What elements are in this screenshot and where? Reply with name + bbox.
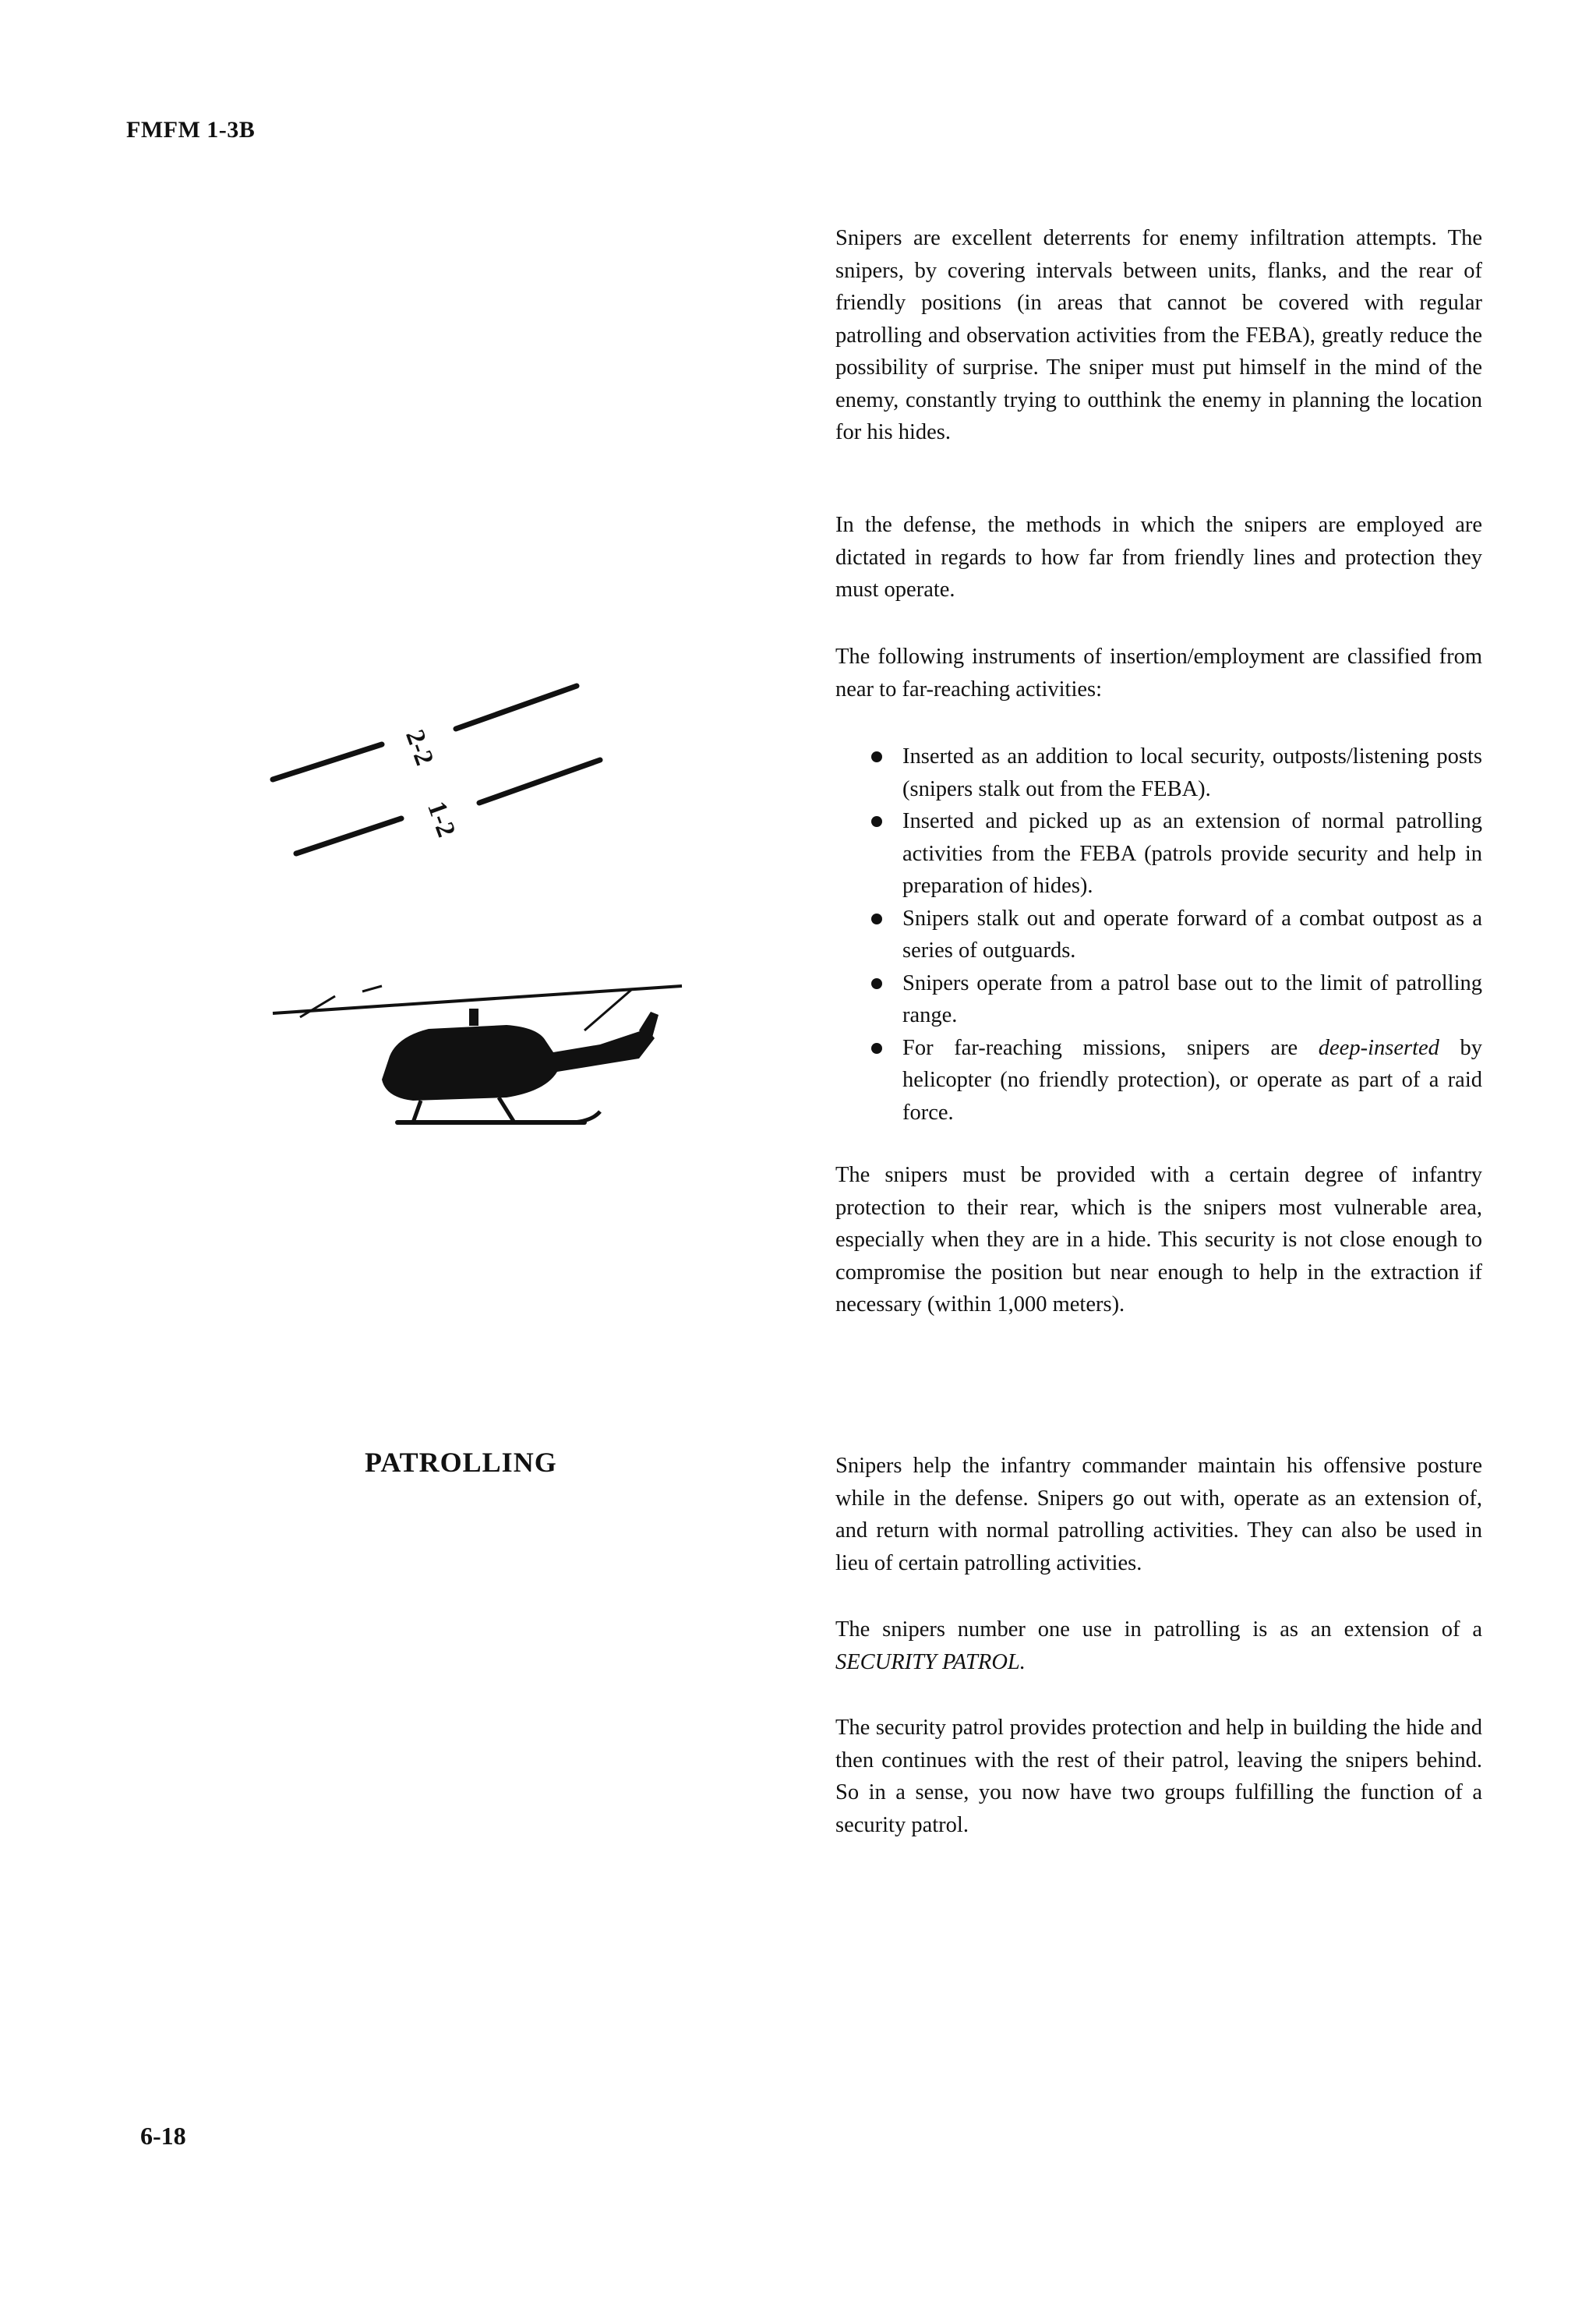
list-item-text: Snipers stalk out and operate forward of a combat outpost as a series of outguards. — [902, 906, 1482, 963]
bullet-icon — [871, 914, 882, 924]
patrolling-paragraph-security — [835, 1613, 1482, 1678]
phase-line-label-1-2: 1-2 — [422, 797, 461, 841]
paragraph-text: Snipers help the infantry commander maintain his offensive posture while in the defense. Snipers go out with, operate as an extension of, and return with normal patrolling activities. They can also be used in lieu of certain patrolling activities. — [835, 1454, 1482, 1575]
bullet-icon — [871, 1043, 882, 1054]
insertion-methods-list — [871, 740, 1482, 1129]
document-id: FMFM 1-3B — [126, 117, 256, 143]
helicopter-illustration — [257, 670, 694, 1185]
list-item — [871, 740, 1482, 805]
defense-paragraph-deterrents — [835, 222, 1482, 449]
paragraph-text: The following instruments of insertion/employment are classified from near to far-reaching activities: — [835, 645, 1482, 702]
paragraph-lead: The snipers number one use in patrolling is as an extension of a — [835, 1617, 1482, 1642]
paragraph-text: In the defense, the methods in which the snipers are employed are dictated in regards to how far from friendly lines and protection they must operate. — [835, 513, 1482, 602]
phase-line-2-2-left — [273, 744, 382, 779]
list-item-emphasis: deep-inserted — [1318, 1035, 1439, 1060]
list-item — [871, 1032, 1482, 1129]
paragraph-text: The snipers must be provided with a certain degree of infantry protection to their rear, which is the snipers most vulnerable area, especially when they are in a hide. This security is not close enough to compromise the position but near enough to help in the extraction if necessary (within 1,000 meters). — [835, 1163, 1482, 1317]
page-number: 6-18 — [140, 2122, 186, 2150]
paragraph-emphasis: SECURITY PATROL. — [835, 1649, 1026, 1674]
list-item — [871, 903, 1482, 967]
helicopter-silhouette — [273, 986, 682, 1122]
list-item-text: Inserted and picked up as an extension of normal patrolling activities from the FEBA (patrols provide security and help in preparation of hides). — [902, 809, 1482, 898]
list-item — [871, 967, 1482, 1032]
paragraph-text: Snipers are excellent deterrents for enemy infiltration attempts. The snipers, by covering intervals between units, flanks, and the rear of friendly positions (in areas that cannot be covered with regular patrolling and observation activities from the FEBA), greatly reduce the possibility of surprise. The sniper must put himself in the mind of the enemy, constantly trying to outthink the enemy in planning the location for his hides. — [835, 226, 1482, 444]
phase-line-1-2-right — [479, 760, 600, 803]
patrolling-paragraph-offensive — [835, 1450, 1482, 1579]
bullet-icon — [871, 751, 882, 762]
bullet-icon — [871, 816, 882, 827]
list-item-text — [902, 1036, 1482, 1125]
bullet-icon — [871, 978, 882, 989]
list-item-text: Snipers operate from a patrol base out to the limit of patrolling range. — [902, 970, 1482, 1027]
section-heading-patrolling: PATROLLING — [365, 1447, 557, 1478]
paragraph-text: The security patrol provides protection and help in building the hide and then continues with the rest of their patrol, leaving the snipers behind. So in a sense, you now have two groups fulfilling the function of a security patrol. — [835, 1716, 1482, 1837]
paragraph-text — [835, 1613, 1482, 1678]
phase-line-label-2-2: 2-2 — [400, 726, 440, 769]
list-item-tail: by helicopter (no friendly protection), or operate as part of a raid force. — [902, 1035, 1483, 1125]
phase-line-1-2-left — [296, 818, 401, 854]
list-item-lead: For far-reaching missions, snipers are — [902, 1035, 1298, 1060]
defense-paragraph-methods — [835, 509, 1482, 606]
list-item — [871, 805, 1482, 903]
defense-paragraph-instruments — [835, 641, 1482, 705]
phase-line-2-2-right — [456, 686, 577, 729]
defense-paragraph-protection — [835, 1159, 1482, 1321]
patrolling-paragraph-protection — [835, 1712, 1482, 1841]
list-item-text: Inserted as an addition to local security, outposts/listening posts (snipers stalk out from the FEBA). — [902, 744, 1482, 801]
